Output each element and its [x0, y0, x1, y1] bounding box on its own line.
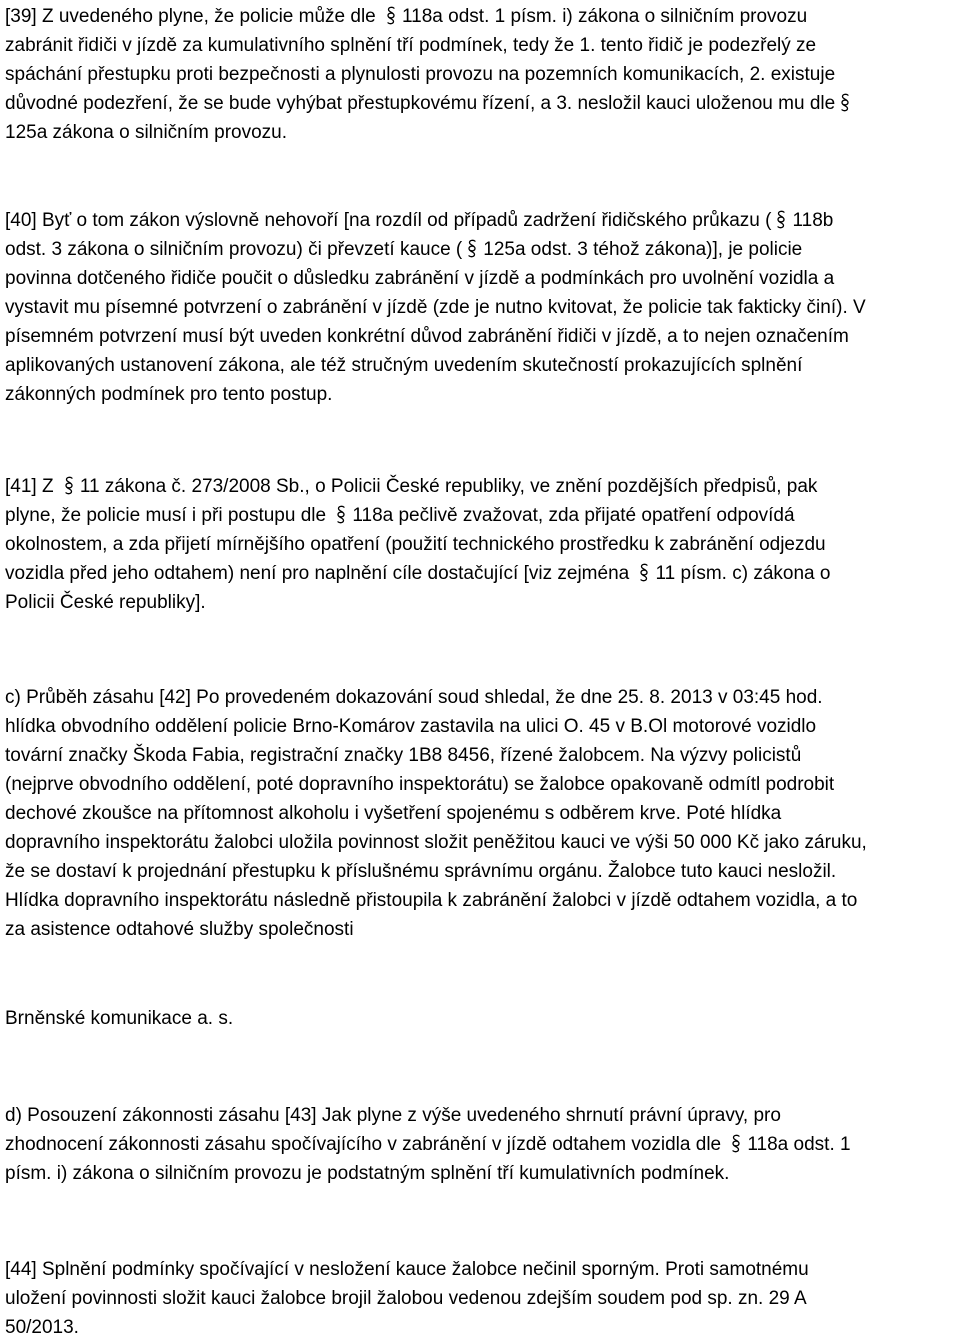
text-segment: vozidla před jeho odtahem) není pro naplnění cíle dostačující [viz zejména	[5, 563, 635, 584]
text-line	[5, 559, 953, 588]
text-line	[5, 588, 953, 617]
text-line	[5, 501, 953, 530]
text-line	[5, 264, 953, 293]
text-line	[5, 351, 953, 380]
text-line	[5, 89, 953, 118]
text-segment: aplikovaných ustanovení zákona, ale též stručným uvedením skutečností prokazujících splnění	[5, 355, 803, 376]
text-segment: hlídka obvodního oddělení policie Brno-Komárov zastavila na ulici O. 45 v B.Ol motorové vozidlo	[5, 716, 817, 737]
text-line	[5, 322, 953, 351]
text-line	[5, 1313, 953, 1342]
section-sign-icon	[731, 1134, 741, 1153]
section-sign-icon	[336, 505, 346, 524]
text-segment: okolnostem, a zda přijetí mírnějšího opatření (použití technického prostředku k zabránění odjezdu	[5, 534, 826, 555]
text-segment: 118a odst. 1	[747, 1134, 851, 1155]
text-line	[5, 741, 953, 770]
text-segment: vystavit mu písemné potvrzení o zabránění v jízdě (zde je nutno kvitovat, že policie tak fakticky činí). V	[5, 297, 866, 318]
section-sign-icon	[467, 239, 477, 258]
text-segment: Policii České republiky].	[5, 592, 206, 613]
text-segment: tovární značky Škoda Fabia, registrační značky 1B8 8456, řízené žalobcem. Na výzvy policistů	[5, 745, 802, 766]
text-segment: [41] Z	[5, 476, 59, 497]
section-sign-icon	[386, 6, 396, 25]
text-segment: zabránit řidiči v jízdě za kumulativního splnění tří podmínek, tedy že 1. tento řidič je podezřelý ze	[5, 35, 817, 56]
text-line	[5, 828, 953, 857]
section-sign-icon	[639, 563, 649, 582]
section-sign-icon	[64, 476, 74, 495]
section-sign-icon	[840, 93, 850, 112]
text-line	[5, 530, 953, 559]
text-line	[5, 770, 953, 799]
text-line	[5, 293, 953, 322]
text-segment: Hlídka dopravního inspektorátu následně přistoupila k zabránění žalobci v jízdě odtahem vozidla, a to	[5, 890, 858, 911]
paragraph-44	[5, 1255, 953, 1342]
text-segment: 11 písm. c) zákona o	[655, 563, 831, 584]
text-segment: Brněnské komunikace a. s.	[5, 1008, 234, 1029]
text-segment: 125a odst. 3 téhož zákona)], je policie	[483, 239, 803, 260]
text-segment: [40] Byť o tom zákon výslovně nehovoří [na rozdíl od případů zadržení řidičského průkazu (	[5, 210, 772, 231]
text-segment: 118b	[792, 210, 834, 231]
text-segment: spáchání přestupku proti bezpečnosti a plynulosti provozu na pozemních komunikacích, 2. existuje	[5, 64, 836, 85]
text-segment: [44] Splnění podmínky spočívající v nesložení kauce žalobce nečinil sporným. Proti samotnému	[5, 1259, 809, 1280]
paragraph-41	[5, 472, 953, 617]
text-segment: uložení povinnosti složit kauci žalobce brojil žalobou vedenou zdejším soudem pod sp. zn. 29 A	[5, 1288, 807, 1309]
text-segment: dechové zkoušce na přítomnost alkoholu i vyšetření spojenému s odběrem krve. Poté hlídka	[5, 803, 782, 824]
text-segment: d) Posouzení zákonnosti zásahu [43] Jak plyne z výše uvedeného shrnutí právní úpravy, pro	[5, 1105, 781, 1126]
paragraph-39	[5, 2, 953, 147]
text-segment: dopravního inspektorátu žalobci uložila povinnost složit peněžitou kauci ve výši 50 000 Kč jako záruku,	[5, 832, 867, 853]
text-line	[5, 712, 953, 741]
text-segment: 118a pečlivě zvažovat, zda přijaté opatření odpovídá	[352, 505, 795, 526]
paragraph-brnenske-komunikace	[5, 1004, 953, 1033]
text-line	[5, 1284, 953, 1313]
text-segment: 11 zákona č. 273/2008 Sb., o Policii České republiky, ve znění pozdějších předpisů, pak	[79, 476, 818, 497]
text-line	[5, 886, 953, 915]
text-segment: písemném potvrzení musí být uveden konkrétní důvod zabránění řidiči v jízdě, a to nejen označením	[5, 326, 849, 347]
text-segment: odst. 3 zákona o silničním provozu) či převzetí kauce (	[5, 239, 463, 260]
text-line	[5, 1255, 953, 1284]
text-segment: 50/2013.	[5, 1317, 79, 1338]
section-sign-icon	[776, 210, 786, 229]
text-segment: písm. i) zákona o silničním provozu je podstatným splnění tří kumulativních podmínek.	[5, 1163, 730, 1184]
text-segment: za asistence odtahové služby společnosti	[5, 919, 354, 940]
text-line	[5, 1101, 953, 1130]
text-line	[5, 60, 953, 89]
text-segment: zákonných podmínek pro tento postup.	[5, 384, 333, 405]
text-segment: (nejprve obvodního oddělení, poté dopravního inspektorátu) se žalobce opakovaně odmítl podrobit	[5, 774, 835, 795]
text-line	[5, 31, 953, 60]
paragraph-43	[5, 1101, 953, 1188]
text-line	[5, 2, 953, 31]
text-segment: povinna dotčeného řidiče poučit o důsledku zabránění v jízdě a podmínkách pro uvolnění vozidla a	[5, 268, 835, 289]
text-segment: zhodnocení zákonnosti zásahu spočívajícího v zabránění v jízdě odtahem vozidla dle	[5, 1134, 727, 1155]
text-line	[5, 206, 953, 235]
text-line	[5, 118, 953, 147]
paragraph-42	[5, 683, 953, 944]
text-line	[5, 380, 953, 409]
text-line	[5, 235, 953, 264]
text-line	[5, 857, 953, 886]
text-segment: 125a zákona o silničním provozu.	[5, 122, 287, 143]
text-line	[5, 915, 953, 944]
text-line	[5, 1159, 953, 1188]
text-segment: [39] Z uvedeného plyne, že policie může dle	[5, 6, 382, 27]
text-line	[5, 799, 953, 828]
text-segment: že se dostaví k projednání přestupku k příslušnému správnímu orgánu. Žalobce tuto kauci nesložil.	[5, 861, 837, 882]
text-line	[5, 472, 953, 501]
text-line	[5, 1004, 953, 1033]
text-line	[5, 1130, 953, 1159]
paragraph-40	[5, 206, 953, 409]
text-segment: c) Průběh zásahu [42] Po provedeném dokazování soud shledal, že dne 25. 8. 2013 v 03:45 hod.	[5, 687, 823, 708]
text-segment: důvodné podezření, že se bude vyhýbat přestupkovému řízení, a 3. nesložil kauci uloženou mu dle	[5, 93, 836, 114]
text-segment: 118a odst. 1 písm. i) zákona o silničním provozu	[402, 6, 808, 27]
text-segment: plyne, že policie musí i při postupu dle	[5, 505, 332, 526]
text-line	[5, 683, 953, 712]
